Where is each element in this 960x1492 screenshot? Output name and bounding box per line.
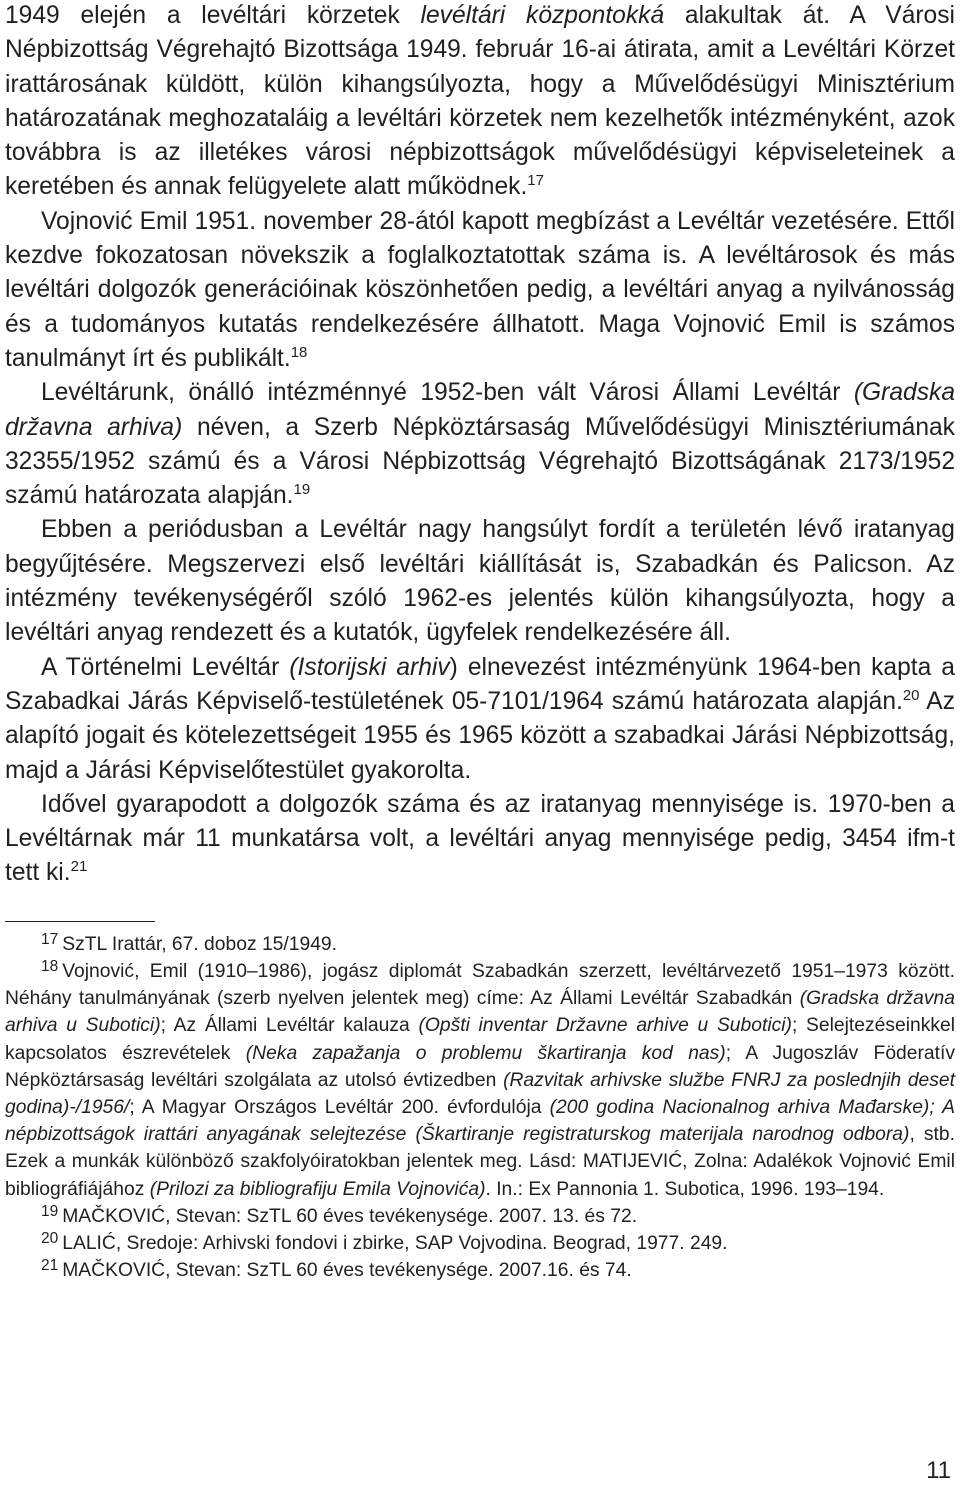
text-run: A Történelmi Levéltár	[41, 653, 290, 681]
paragraph-1	[5, 0, 955, 205]
paragraph-6	[5, 788, 955, 891]
footnote-ref-20[interactable]: 20	[902, 686, 920, 704]
document-page	[5, 0, 955, 1284]
footnote-ref-18[interactable]: 18	[290, 343, 308, 361]
text-run: néven, a Szerb Népköztársaság Művelődésügyi Minisztériumának 32355/1952 számú és a Városi Népbizottság Végrehajtó Bizottságának 2173/1952 számú határozata alapján.	[5, 413, 955, 510]
footnote-17	[5, 931, 955, 958]
footnote-number: 18	[41, 957, 59, 975]
italic-run: (Opšti inventar Državne arhive u Subotici)	[418, 1015, 792, 1037]
footnote-number: 17	[41, 930, 59, 948]
paragraph-3	[5, 376, 955, 513]
paragraph-5	[5, 651, 955, 788]
footnote-number: 20	[41, 1229, 59, 1247]
footnote-text: ; A Magyar Országos Levéltár 200. évfordulója	[129, 1096, 550, 1118]
italic-run: (Razvitak arhivske službe FNRJ za poslednjih deset godina)-/1956/	[5, 1069, 955, 1118]
footnote-21	[5, 1257, 955, 1284]
footnote-text: MAČKOVIĆ, Stevan: SzTL 60 éves tevékenysége. 2007. 13. és 72.	[62, 1205, 638, 1227]
footnote-ref-21[interactable]: 21	[70, 858, 88, 876]
footnote-text: ; Selejtezéseinkkel kapcsolatos észrevételek	[5, 1015, 955, 1064]
text-run: Levéltárunk, önálló intézménnyé 1952-ben vált Városi Állami Levéltár	[41, 379, 854, 407]
paragraph-2	[5, 205, 955, 376]
footnote-ref-17[interactable]: 17	[527, 172, 544, 190]
page-number: 11	[926, 1457, 951, 1484]
text-run: 1949 elején a levéltári körzetek	[5, 2, 421, 29]
footnote-number: 21	[41, 1257, 59, 1275]
footnote-18	[5, 958, 955, 1203]
italic-run: (Gradska državna arhiva u Subotici)	[5, 988, 955, 1037]
footnote-text: , stb. Ezek a munkák különböző szakfolyóiratokban jelentek meg. Lásd: MATIJEVIĆ, Zolna: Adalékok Vojnović Emil bibliográfiájához	[5, 1124, 955, 1200]
footnote-number: 19	[41, 1202, 59, 1220]
footnote-20	[5, 1230, 955, 1257]
text-run: Ebben a periódusban a Levéltár nagy hangsúlyt fordít a területén lévő iratanyag begyűjtésére. Megszervezi első levéltári kiállítását is, Szabadkán és Palicson. Az intézmény tevékenységéről szóló 1962-es jelentés külön kihangsúlyozta, hogy a levéltári anyag rendezett és a kutatók, ügyfelek rendelkezésére áll.	[5, 516, 955, 647]
text-run: Vojnović Emil 1951. november 28-ától kapott megbízást a Levéltár vezetésére. Ettől kezdve fokozatosan növekszik a foglalkoztatottak száma is. A levéltárosok és más levéltári dolgozók generációinak köszönhetően pedig, a levéltári anyag a nyilvánosság és a tudományos kutatás rendelkezésére állhatott. Maga Vojnović Emil is számos tanulmányt írt és publikált.	[5, 207, 955, 372]
footnotes	[5, 931, 955, 1285]
text-run: alakultak át. A Városi Népbizottság Végrehajtó Bizottsága 1949. február 16-ai átirata, amit a Levéltári Körzet irattárosának küldött, külön kihangsúlyozta, hogy a Művelődésügyi Minisztérium határozatának meghozataláig a levéltári körzetek nem kezelhetők intézményként, azok továbbra is az illetékes városi népbizottságok művelődésügyi képviseleteinek a keretében és annak felügyelete alatt működnek.	[5, 2, 955, 201]
italic-run: (Prilozi za bibliografiju Emila Vojnovića)	[149, 1178, 486, 1200]
paragraph-4	[5, 513, 955, 650]
footnote-text: MAČKOVIĆ, Stevan: SzTL 60 éves tevékenysége. 2007.16. és 74.	[62, 1260, 632, 1282]
body-text	[5, 0, 955, 891]
footnote-text: LALIĆ, Sredoje: Arhivski fondovi i zbirke, SAP Vojvodina. Beograd, 1977. 249.	[62, 1232, 728, 1254]
footnote-separator	[5, 921, 155, 922]
italic-run: (Neka zapažanja o problemu škartiranja kod nas)	[245, 1042, 726, 1064]
text-run: Idővel gyarapodott a dolgozók száma és az iratanyag mennyisége is. 1970-ben a Levéltárnak már 11 munkatársa volt, a levéltári anyag mennyisége pedig, 3454 ifm-t tett ki.	[5, 790, 955, 887]
footnote-text: ; A Jugoszláv Föderatív Népköztársaság levéltári szolgálata az utolsó évtizedben	[5, 1042, 955, 1091]
italic-run: levéltári központokká	[420, 2, 665, 29]
footnote-text: Vojnović, Emil (1910–1986), jogász diplomát Szabadkán szerzett, levéltárvezető 1951–1973 között. Néhány tanulmányának (szerb nyelven jelentek meg) címe: Az Állami Levéltár Szabadkán	[5, 960, 955, 1010]
footnote-text: SzTL Irattár, 67. doboz 15/1949.	[62, 933, 338, 955]
footnote-text: ; Az Állami Levéltár kalauza	[160, 1015, 419, 1037]
italic-run: (Gradska državna arhiva)	[5, 379, 955, 441]
italic-run: (200 godina Nacionalnog arhiva Mađarske); A népbizottságok irattári anyagának selejtezése (Škartiranje registraturskog materijala narodnog odbora)	[5, 1096, 955, 1146]
italic-run: (Istorijski arhiv	[289, 653, 450, 681]
footnote-text: . In.: Ex Pannonia 1. Subotica, 1996. 193–194.	[485, 1178, 885, 1200]
text-run: Az alapító jogait és kötelezettségeit 1955 és 1965 között a szabadkai Járási Népbizottság, majd a Járási Képviselőtestület gyakorolta.	[5, 687, 955, 784]
text-run: ) elnevezést intézményünk 1964-ben kapta a Szabadkai Járás Képviselő-testületének 05-7101/1964 számú határozata alapján.	[5, 653, 955, 715]
footnote-19	[5, 1203, 955, 1230]
footnote-ref-19[interactable]: 19	[293, 481, 311, 499]
